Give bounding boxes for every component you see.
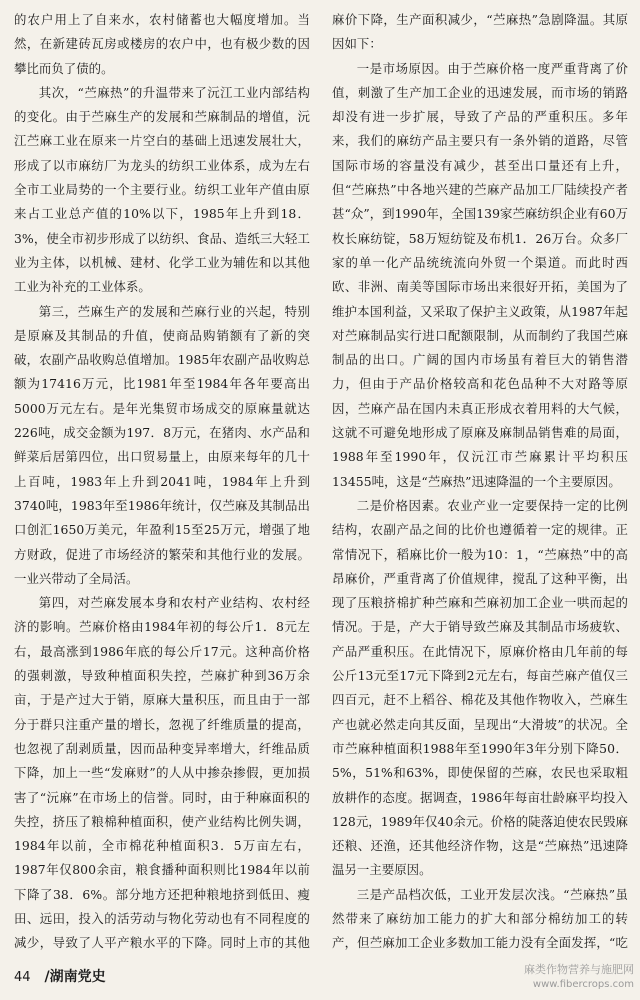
left-column xyxy=(14,8,310,956)
page-number: 44 xyxy=(14,970,31,985)
paragraph: 二是价格因素。农业产业一定要保持一定的比例结构，农副产品之间的比价也遵循着一定的规律。正常情况下，稻麻比价一般为10：1，“苎麻热”中的高昂麻价，严重背离了价值规律，搅乱了这种平衡，出现了压粮挤棉扩种苎麻和苎麻初加工企业一哄而起的情况。于是，产大于销导致苎麻及其制品市场疲软、产品严重积压。在此情况下，原麻价格由几年前的每公斤13元至17元下降到2元左右，每亩苎麻产值仅三四百元，赶不上稻谷、棉花及其他作物收入，苎麻生产也就必然走向其反面，呈现出“大滑坡”的状况。全市苎麻种植面积1988年至1990年3年分别下降50．5%，51%和63%，即使保留的苎麻，农民也采取粗放耕作的态度。据调查，1986年每亩壮龄麻平均投入128元，1989年仅40余元。价格的陡落迫使农民毁麻还粮、还渔，还其他经济作物，这是“苎麻热”迅速降温另一主要原因。 xyxy=(332,497,628,878)
page-footer xyxy=(14,964,106,990)
right-column xyxy=(332,8,628,956)
site-watermark xyxy=(524,962,634,992)
column-gutter xyxy=(318,10,319,950)
paragraph: 第三，苎麻生产的发展和苎麻行业的兴起，特别是原麻及其制品的升值，使商品购销额有了新的突破，农副产品收购总值增加。1985年农副产品收购总额为17416万元，比1981年至1984年各年要高出5000万元左右。是年光集贸市场成交的原麻量就达226吨，成交金额为197．8万元，在猪肉、水产品和鲜菜后居第四位，出口贸易量上，由原来每年的几十上百吨，1983年上升到2041吨，1984年上升到3740吨，1983年至1986年统计，仅苎麻及其制品出口创汇1650万美元，年盈利15至25万元，增强了地方财政，促进了市场经济的繁荣和其他行业的发展。一业兴带动了全局活。 xyxy=(14,303,310,586)
paragraph: 的农户用上了自来水，农村储蓄也大幅度增加。当然，在新建砖瓦房或楼房的农户中，也有极少数的因攀比而负了债的。 xyxy=(14,12,310,76)
watermark-url: www.fibercrops.com xyxy=(532,979,634,990)
paragraph: 一是市场原因。由于苎麻价格一度严重背离了价值，刺激了生产加工企业的迅速发展，而市场的销路却没有进一步扩展，导致了产品的严重积压。多年来，我们的麻纺产品主要只有一条外销的道路，尽管国际市场的容量没有减少，甚至出口量还有上升，但“苎麻热”中各地兴建的苎麻产品加工厂陆续投产者甚“众”，到1990年，全国139家苎麻纺织企业有60万枚长麻纺锭，58万短纺锭及布机1．26万台。众多厂家的单一化产品统统流向外贸一个渠道。而此时西欧、非洲、南美等国际市场出来很好开拓，美国为了维护本国利益，又采取了保护主义政策，从1987年起对苎麻制品实行进口配额限制，从而制约了我国苎麻制品的出口。广阔的国内市场虽有着巨大的销售潜力，但由于产品价格较高和花色品种不大对路等原因，苎麻产品在国内未真正形成衣着用料的大气候，这就不可避免地形成了原麻及麻制品销售难的局面，1988年至1990年，仅沅江市苎麻累计平均积压13455吨，这是“苎麻热”迅速降温的一个主要原因。 xyxy=(332,60,628,489)
paragraph: 第四，对苎麻发展本身和农村产业结构、农村经济的影响。苎麻价格由1984年初的每公斤1．8元左右，最高涨到1986年底的每公斤17元。这种高价格的强刺激，导致种植面积失控，苎麻扩种到36万余亩，于是产过大于销，原麻大量积压，而且由于一部分于群只注重产量的增长，忽视了纤维质量的提高，也忽视了刮剥质量，因而品种变异率增大，纤维品质下降，加上一些“发麻财”的人从中掺杂掺假，更加损害了“沅麻”在市场上的信誉。同时，由于种麻面积的失控，挤压了粮棉种植面积，使产业结构比例失调，1984年以前，全市棉花种植面积3．5万亩左右，1987年仅800余亩，粮食播种面积则比1984年以前下降了38．6%。部分地方还把种粮地挤到低田、瘦田、远田，投入的活劳动与物化劳动也有不同程度的减少，导致了人平产粮水平的下降。同时上市的其他 xyxy=(14,595,310,951)
paragraph: 其次，“苎麻热”的升温带来了沅江工业内部结构的变化。由于苎麻生产的发展和苎麻制品的增值，沅江苎麻工业在原来一片空白的基础上迅速发展壮大，形成了以市麻纺厂为龙头的纺织工业体系，成为左右全市工业局势的一个主要行业。纺织工业年产值由原来占工业总产值的10%以下，1985年上升到18．3%，使全市初步形成了以纺织、食品、造纸三大轻工业为主体，以机械、建材、化学工业为辅佐和以其他工业为补充的工业体系。 xyxy=(14,84,310,295)
journal-name: /湖南党史 xyxy=(44,969,106,985)
watermark-title: 麻类作物营养与施肥网 xyxy=(524,963,634,976)
paragraph: 麻价下降，生产面积减少，“苎麻热”急剧降温。其原因如下： xyxy=(332,12,628,52)
paragraph: 三是产品档次低，工业开发层次浅。“苎麻热”虽然带来了麻纺加工能力的扩大和部分棉纺加工的转产，但苎麻加工企业多数加工能力没有全面发挥，“吃 xyxy=(332,886,628,951)
